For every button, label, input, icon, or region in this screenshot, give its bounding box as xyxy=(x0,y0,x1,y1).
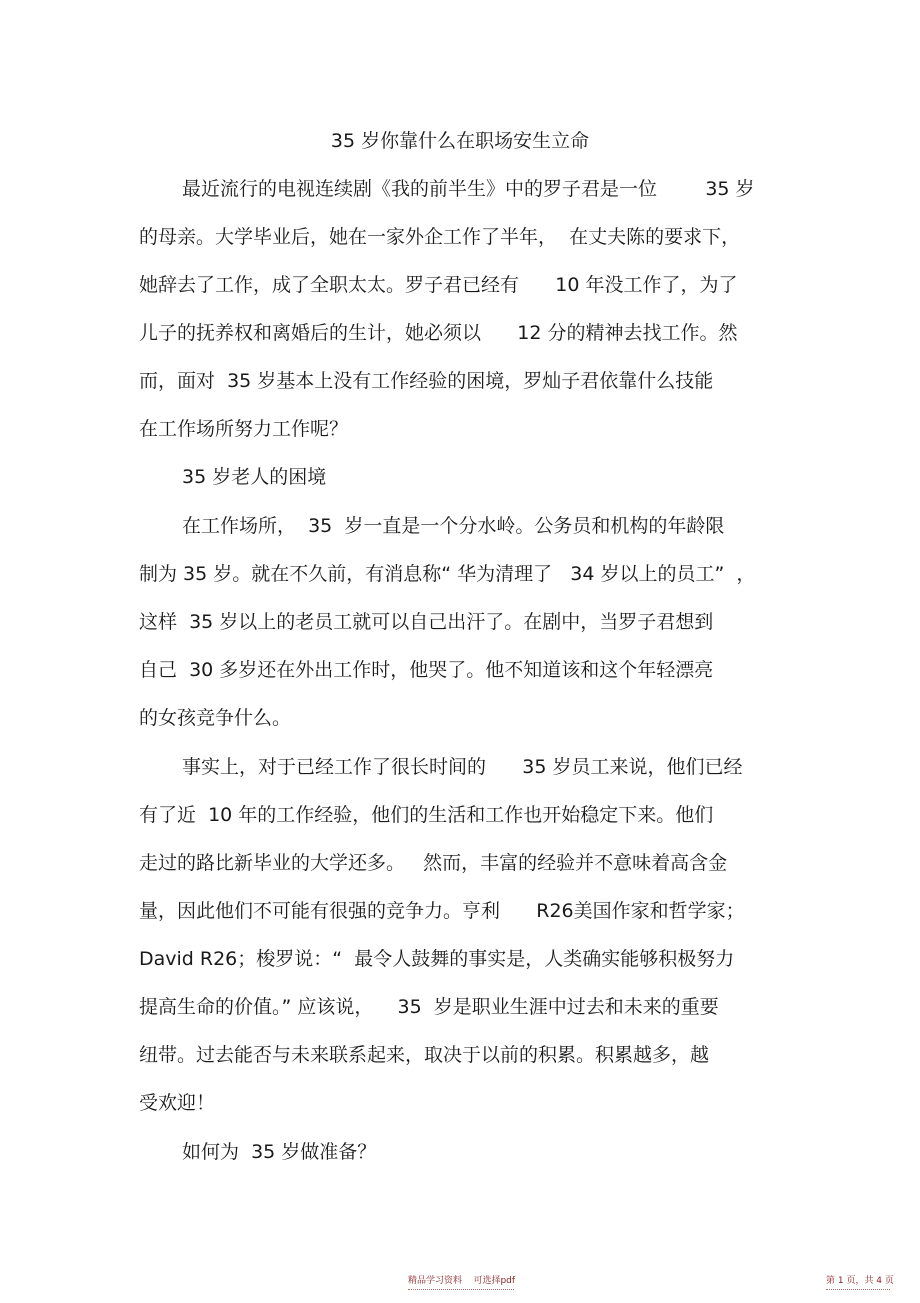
paragraph-line: 这样 35 岁以上的老员工就可以自己出汗了。在剧中，当罗子君想到 xyxy=(139,611,714,633)
footer-divider xyxy=(408,1289,514,1290)
footer-watermark-text: 精品学习资料 可选择pdf xyxy=(408,1276,516,1286)
paragraph-line: 自己 30 多岁还在外出工作时，他哭了。他不知道该和这个年轻漂亮 xyxy=(139,659,714,681)
paragraph-line: 她辞去了工作，成了全职太太。罗子君已经有 10 年没工作了，为了 xyxy=(139,274,738,296)
page-number: 第 1 页，共 4 页 xyxy=(826,1276,894,1286)
paragraph-line: 量，因此他们不可能有很强的竞争力。亨利 R26美国作家和哲学家； xyxy=(139,900,745,922)
paragraph-line: 最近流行的电视连续剧《我的前半生》中的罗子君是一位 35 岁 xyxy=(182,178,755,200)
paragraph-line: 有了近 10 年的工作经验，他们的生活和工作也开始稳定下来。他们 xyxy=(139,804,714,826)
paragraph-line: 受欢迎！ xyxy=(139,1092,216,1114)
document-title: 35 岁你靠什么在职场安生立命 xyxy=(330,130,590,152)
section-heading: 如何为 35 岁做准备？ xyxy=(182,1141,377,1163)
paragraph-line: 的母亲。大学毕业后，她在一家外企工作了半年， 在丈夫陈的要求下， xyxy=(139,226,741,248)
paragraph-line: 走过的路比新毕业的大学还多。 然而，丰富的经验并不意味着高含金 xyxy=(139,852,728,874)
paragraph-line: 在工作场所， 35 岁一直是一个分水岭。公务员和机构的年龄限 xyxy=(182,515,725,537)
paragraph-line: 儿子的抚养权和离婚后的生计，她必须以 12 分的精神去找工作。然 xyxy=(139,322,738,344)
paragraph-line: 的女孩竞争什么。 xyxy=(139,707,292,729)
paragraph-line: 在工作场所努力工作呢？ xyxy=(139,418,349,440)
paragraph-line: 纽带。过去能否与未来联系起来，取决于以前的积累。积累越多，越 xyxy=(139,1044,710,1066)
paragraph-line: 而，面对 35 岁基本上没有工作经验的困境，罗灿子君依靠什么技能 xyxy=(139,370,714,392)
paragraph-line: 制为 35 岁。就在不久前，有消息称“ 华为清理了 34 岁以上的员工” ， xyxy=(139,563,756,585)
paragraph-line: 事实上，对于已经工作了很长时间的 35 岁员工来说，他们已经 xyxy=(182,756,743,778)
paragraph-line: 提高生命的价值。” 应该说， 35 岁是职业生涯中过去和未来的重要 xyxy=(139,996,719,1018)
footer-divider xyxy=(826,1289,890,1290)
section-heading: 35 岁老人的困境 xyxy=(182,466,327,488)
paragraph-line: David R26；梭罗说：“ 最令人鼓舞的事实是，人类确实能够积极努力 xyxy=(139,948,735,970)
